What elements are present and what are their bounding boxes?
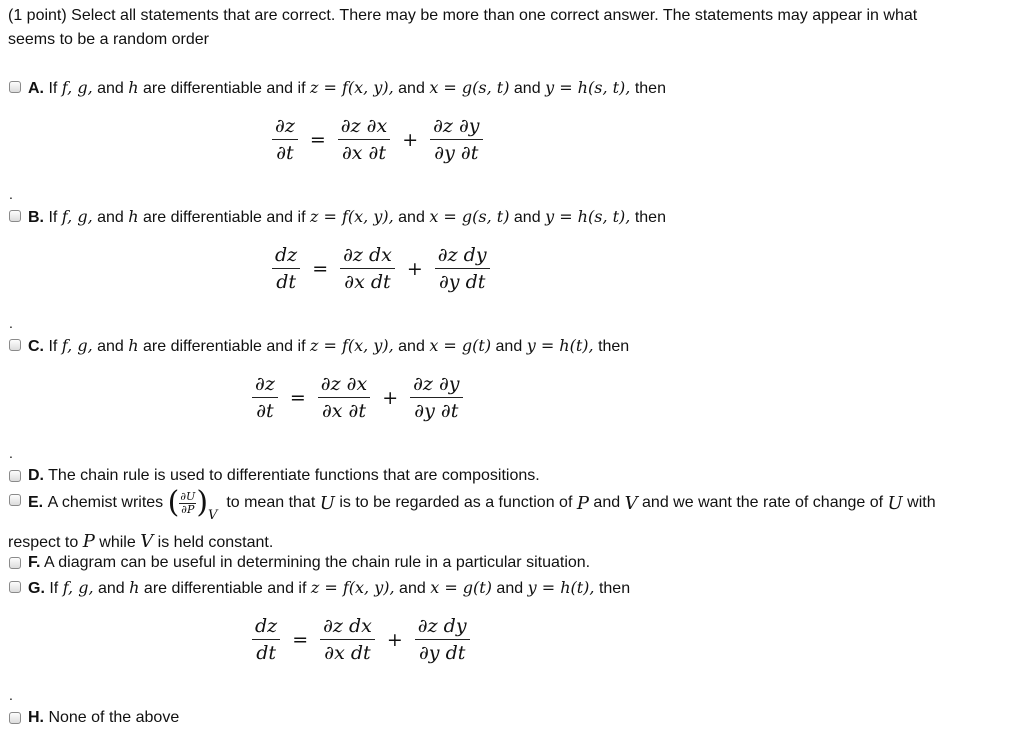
option-e-letter: E. [28,494,44,511]
option-c-text: and [97,338,124,355]
option-b-text: then [634,209,666,226]
option-e-math: P [576,492,589,514]
option-c-text: If [48,338,58,355]
option-a-letter: A. [28,80,44,97]
separator-dot: . [9,315,13,331]
option-e-text: A chemist writes [47,494,164,511]
option-b-math: h [128,207,139,226]
option-g-math: h [129,578,140,597]
option-a-math: h [128,78,139,97]
option-b-text: and [97,209,124,226]
fraction: $\frac{dz}{dt}$ [272,245,300,292]
fraction: $\frac{\text{∂z dx}}{\text{∂x dt}}$ [340,245,395,292]
right-paren: ) [196,485,209,520]
option-g-math: z = f(x, y), [310,578,395,597]
separator-dot: . [9,186,13,202]
option-c-text: and [495,338,523,355]
option-b-statement [28,207,666,227]
checkbox-option-c[interactable] [9,339,21,351]
option-c-math: h [128,336,139,355]
checkbox-option-f[interactable] [9,557,21,569]
option-g-text: are differentiable and if [143,580,307,597]
equals-sign: = [289,386,306,409]
option-a-text: and [97,80,124,97]
option-h-letter: H. [28,709,44,726]
fraction: $\frac{\text{∂z dy}}{\text{∂y dt}}$ [435,245,490,292]
option-e-text: with [907,494,936,511]
option-e-text: while [99,534,136,551]
option-h-text: None of the above [48,709,180,726]
option-g-letter: G. [28,580,45,597]
option-c-statement [28,336,629,356]
equals-sign: = [312,257,329,280]
option-b-math: z = f(x, y), [309,207,394,226]
option-e-math: V [140,531,154,552]
option-g-statement [28,578,630,598]
option-e-text: respect to [8,534,79,551]
option-e-math: P [82,531,95,552]
option-a-math: f, g, [61,78,93,97]
separator-dot: . [9,445,13,461]
option-b-text: and [513,209,541,226]
option-a-math: x = g(s, t) [429,78,510,97]
plus-sign: + [382,386,399,409]
option-d-statement [28,467,540,485]
option-a-math: z = f(x, y), [309,78,394,97]
option-a-text: If [48,80,58,97]
fraction: $\frac{\text{∂z dy}}{\text{∂y dt}}$ [415,616,470,663]
option-b-text: If [48,209,58,226]
option-b-math: x = g(s, t) [429,207,510,226]
option-a-math: y = h(s, t), [545,78,631,97]
option-e-text: and [593,494,621,511]
left-paren: ( [167,485,180,520]
option-a-text: are differentiable and if [143,80,306,97]
option-c-text: then [598,338,630,355]
option-e-text: is held constant. [157,534,274,551]
option-b-math: y = h(s, t), [545,207,631,226]
option-h-statement [28,709,179,727]
option-a-statement [28,78,666,98]
equals-sign: = [292,628,309,651]
option-f-text: A diagram can be useful in determining the chain rule in a particular situation. [44,554,591,571]
fraction: $\frac{\partial z \partial x}{\partial x \partial t}$ [338,116,390,163]
option-a-equation [270,116,485,163]
checkbox-option-e[interactable] [9,494,21,506]
equals-sign: = [309,128,326,151]
option-e-text: is to be regarded as a function of [339,494,573,511]
option-c-equation [250,374,465,421]
fraction: $\frac{\text{∂z dx}}{\text{∂x dt}}$ [320,616,375,663]
option-g-text: and [399,580,426,597]
checkbox-option-b[interactable] [9,210,21,222]
fraction: $\frac{\partial z \partial y}{\partial y \partial t}$ [430,116,482,163]
option-c-math: x = g(t) [429,336,492,355]
option-c-letter: C. [28,338,44,355]
question-text-line-2: seems to be a random order [8,31,209,48]
checkbox-option-a[interactable] [9,81,21,93]
fraction: $\frac{\partial z \partial y}{\partial y \partial t}$ [410,374,462,421]
option-e-statement [28,485,936,523]
separator-dot: . [9,687,13,703]
option-g-text: and [496,580,524,597]
option-c-text: and [398,338,425,355]
option-b-text: are differentiable and if [143,209,306,226]
checkbox-option-h[interactable] [9,712,21,724]
fraction: $\frac{\partial z \partial x}{\partial x \partial t}$ [318,374,370,421]
option-a-text: and [513,80,541,97]
checkbox-option-d[interactable] [9,470,21,482]
option-g-text: then [598,580,631,597]
option-g-text: and [98,580,125,597]
option-f-letter: F. [28,554,41,571]
option-b-text: and [398,209,425,226]
plus-sign: + [406,257,423,280]
option-g-math: x = g(t) [430,578,492,597]
option-c-math: f, g, [61,336,93,355]
plus-sign: + [402,128,419,151]
plus-sign: + [386,628,403,651]
option-e-text: and we want the rate of change of [642,494,884,511]
option-d-text: The chain rule is used to differentiate functions that are compositions. [48,467,540,484]
option-d-letter: D. [28,467,44,484]
option-e-math: U [319,492,335,514]
option-g-math: f, g, [62,578,94,597]
partial-fraction: $\frac{\partial U}{\partial P}$ [180,489,196,516]
option-c-math: z = f(x, y), [309,336,394,355]
fraction: $\frac{\partial z}{\partial t}$ [252,374,278,421]
option-b-math: f, g, [61,207,93,226]
fraction: $\frac{\partial z}{\partial t}$ [272,116,298,163]
subscript-v: V [208,507,218,523]
option-b-equation [270,245,492,292]
question-text-line-1: (1 point) Select all statements that are correct. There may be more than one correct answer. The statements may appear in what [8,7,918,24]
option-c-math: y = h(t), [526,336,594,355]
option-g-text: If [49,580,59,597]
option-f-statement [28,554,590,572]
option-e-text: to mean that [226,494,316,511]
option-e-math: U [887,492,903,514]
option-e-math: V [624,492,638,514]
option-g-equation [250,616,472,663]
option-a-text: then [634,80,666,97]
checkbox-option-g[interactable] [9,581,21,593]
option-c-text: are differentiable and if [143,338,306,355]
option-a-text: and [398,80,425,97]
option-g-math: y = h(t), [527,578,595,597]
option-b-letter: B. [28,209,44,226]
fraction: $\frac{dz}{dt}$ [252,616,280,663]
option-e-statement-line-2 [8,531,273,552]
